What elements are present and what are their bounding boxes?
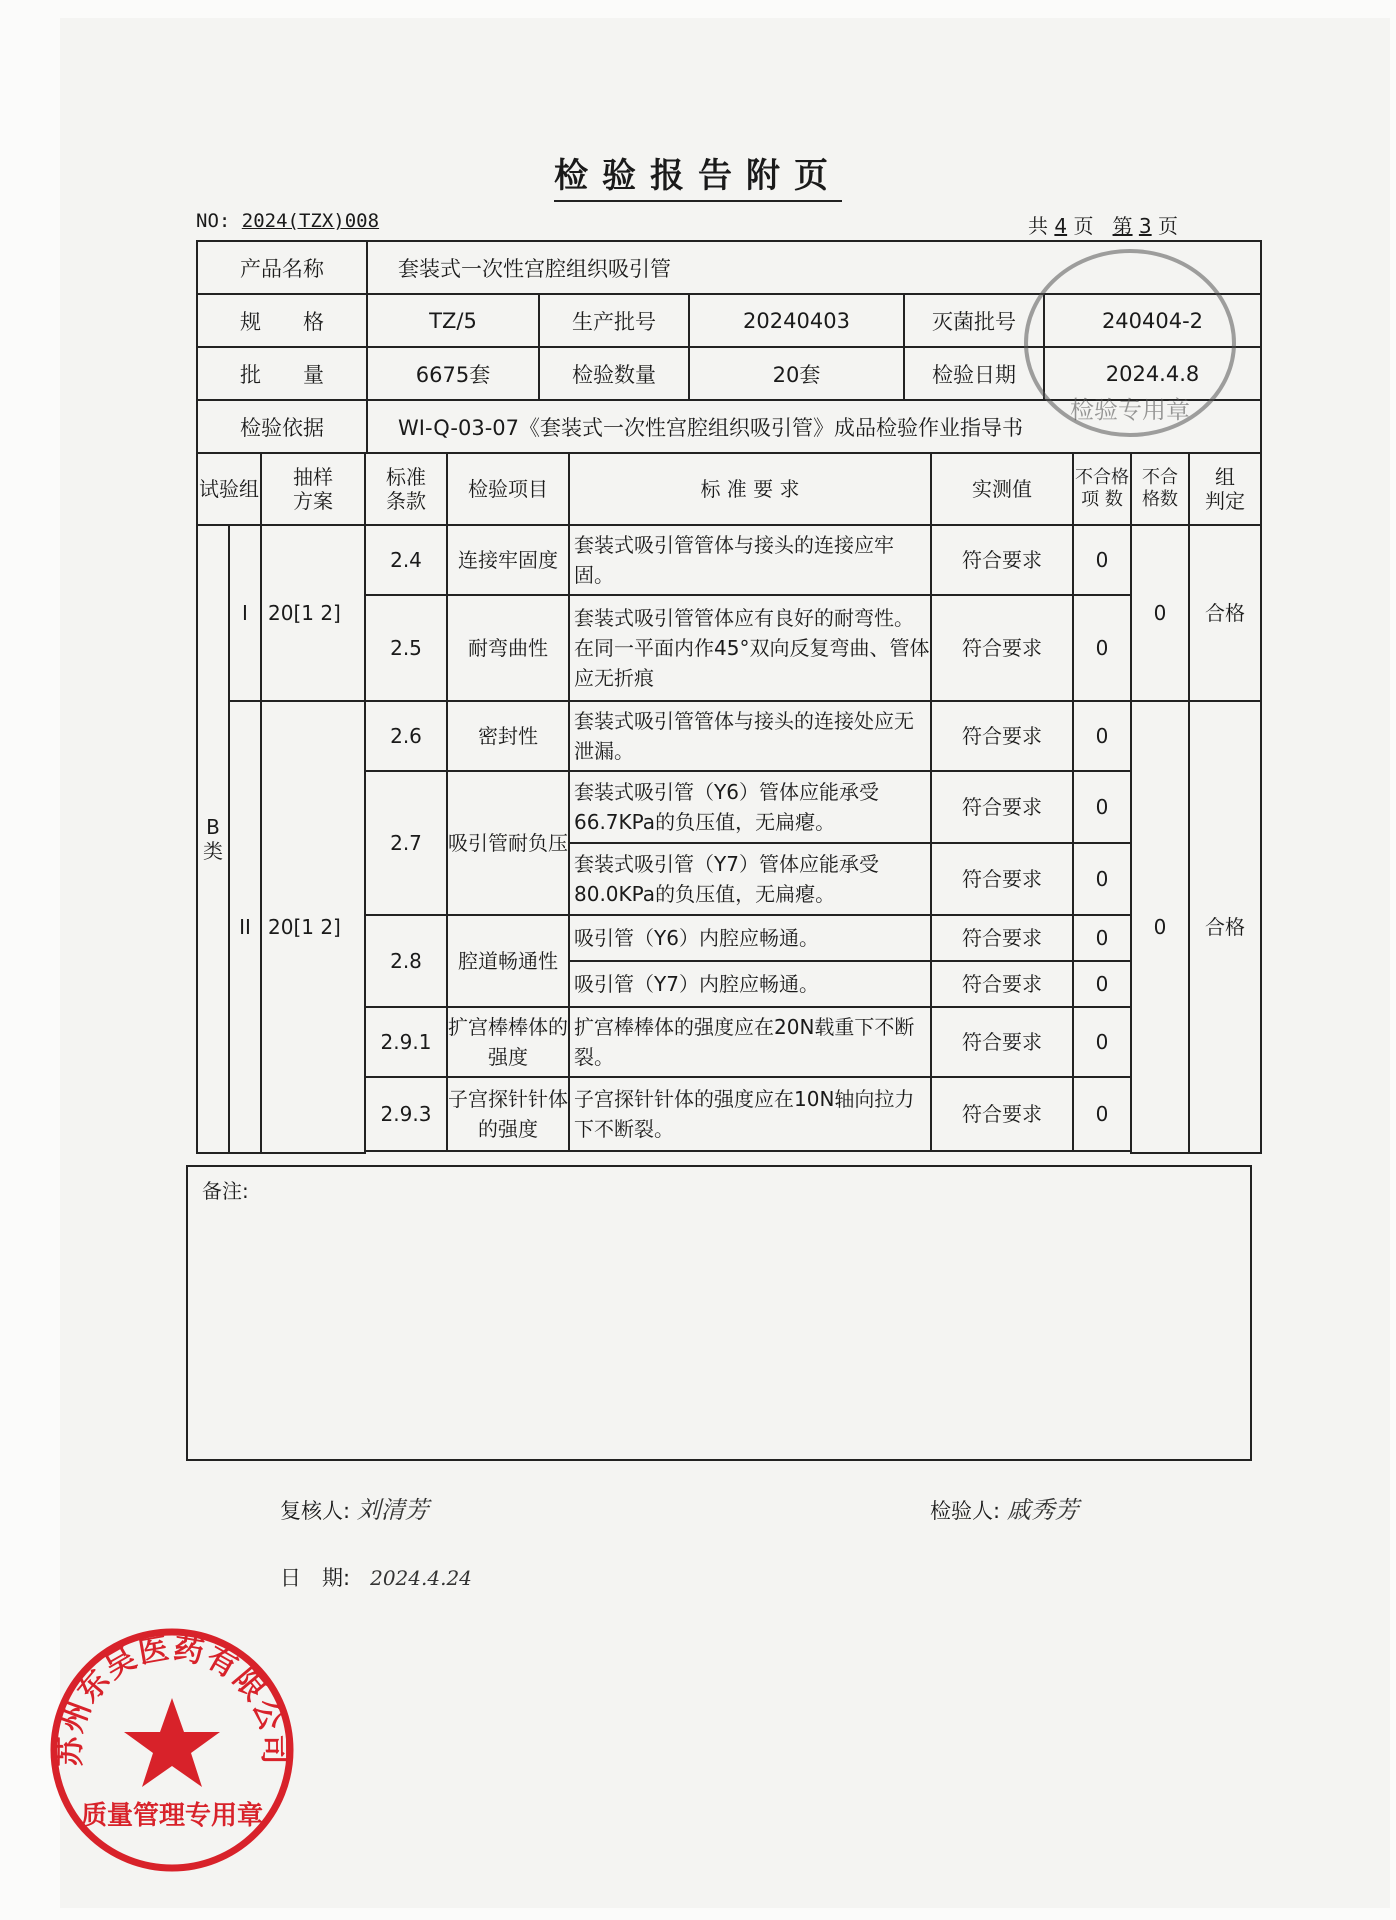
- clause: 2.4: [365, 525, 447, 595]
- date-label: 日 期:: [280, 1566, 351, 1590]
- nonconf: 0: [1073, 701, 1131, 771]
- table-row: [197, 525, 1261, 595]
- item: 吸引管耐负压: [447, 771, 569, 915]
- measured: 符合要求: [931, 961, 1073, 1007]
- table-row: [197, 701, 1261, 771]
- inspector-label: 检验人:: [930, 1499, 1001, 1523]
- group-id: I: [229, 525, 261, 701]
- report-number: NO: 2024(TZX)008: [196, 210, 380, 232]
- inspector-signature: 戚秀芳: [1006, 1496, 1079, 1524]
- nonconf: 0: [1073, 1007, 1131, 1077]
- product-name-label: 产品名称: [197, 241, 367, 294]
- group-nonconf-count: 0: [1131, 701, 1189, 1153]
- remarks-label: 备注:: [202, 1179, 249, 1203]
- seal-company-name: 苏州东吴医药有限公司: [52, 1630, 292, 1767]
- measured: 符合要求: [931, 915, 1073, 961]
- measured: 符合要求: [931, 1007, 1073, 1077]
- clause: 2.9.3: [365, 1077, 447, 1151]
- product-name: 套装式一次性宫腔组织吸引管: [367, 241, 1261, 294]
- reviewer-signature: 刘清芳: [356, 1496, 429, 1524]
- requirement: 套装式吸引管管体与接头的连接处应无泄漏。: [569, 701, 931, 771]
- col-nonconf-count: 不合 格数: [1131, 453, 1189, 525]
- basis-value: WI-Q-03-07《套装式一次性宫腔组织吸引管》成品检验作业指导书: [367, 400, 1261, 453]
- quantity-label: 批 量: [197, 347, 367, 400]
- group-id: II: [229, 701, 261, 1153]
- nonconf: 0: [1073, 843, 1131, 915]
- steril-batch-label: 灭菌批号: [904, 294, 1044, 347]
- steril-batch-value: 240404-2: [1044, 294, 1261, 347]
- page-title: 检验报告附页: [0, 148, 1396, 197]
- seal-star-icon: [124, 1698, 220, 1787]
- company-seal: [42, 1620, 302, 1880]
- col-item: 检验项目: [447, 453, 569, 525]
- nonconf: 0: [1073, 595, 1131, 701]
- remarks-box: [186, 1165, 1252, 1461]
- requirement: 扩宫棒棒体的强度应在20N载重下不断裂。: [569, 1007, 931, 1077]
- requirement: 套装式吸引管（Y6）管体应能承受66.7KPa的负压值，无扁瘪。: [569, 771, 931, 843]
- group-judgement: 合格: [1189, 701, 1261, 1153]
- inspection-stamp: [1010, 238, 1250, 448]
- group-nonconf-count: 0: [1131, 525, 1189, 701]
- reviewer: [280, 1490, 429, 1525]
- measured: 符合要求: [931, 771, 1073, 843]
- requirement: 吸引管（Y7）内腔应畅通。: [569, 961, 931, 1007]
- requirement: 套装式吸引管（Y7）管体应能承受80.0KPa的负压值，无扁瘪。: [569, 843, 931, 915]
- item: 密封性: [447, 701, 569, 771]
- requirement: 吸引管（Y6）内腔应畅通。: [569, 915, 931, 961]
- item: 子宫探针针体的强度: [447, 1077, 569, 1151]
- nonconf: 0: [1073, 1077, 1131, 1151]
- inspection-stamp-subtitle: 检验专用章: [1070, 396, 1190, 424]
- requirement: 套装式吸引管管体与接头的连接应牢固。: [569, 525, 931, 595]
- page-indicator: 共 4 页 第 3 页: [1028, 214, 1178, 238]
- item: 耐弯曲性: [447, 595, 569, 701]
- col-group: 试验组: [197, 453, 261, 525]
- clause: 2.9.1: [365, 1007, 447, 1077]
- col-plan: 抽样 方案: [261, 453, 365, 525]
- spec-value: TZ/5: [367, 294, 539, 347]
- date-value: 2024.4.24: [370, 1566, 472, 1590]
- col-clause: 标准 条款: [365, 453, 447, 525]
- sample-qty-label: 检验数量: [539, 347, 689, 400]
- item: 连接牢固度: [447, 525, 569, 595]
- clause: 2.7: [365, 771, 447, 915]
- clause: 2.8: [365, 915, 447, 1007]
- measured: 符合要求: [931, 701, 1073, 771]
- nonconf: 0: [1073, 915, 1131, 961]
- group-judgement: 合格: [1189, 525, 1261, 701]
- nonconf: 0: [1073, 961, 1131, 1007]
- item: 扩宫棒棒体的强度: [447, 1007, 569, 1077]
- col-judgement: 组 判定: [1189, 453, 1261, 525]
- measured: 符合要求: [931, 525, 1073, 595]
- sample-qty-value: 20套: [689, 347, 904, 400]
- basis-label: 检验依据: [197, 400, 367, 453]
- requirement: 子宫探针针体的强度应在10N轴向拉力下不断裂。: [569, 1077, 931, 1151]
- category-cell: B 类: [197, 525, 229, 1153]
- spec-label: 规 格: [197, 294, 367, 347]
- clause: 2.5: [365, 595, 447, 701]
- requirement: 套装式吸引管管体应有良好的耐弯性。在同一平面内作45°双向反复弯曲、管体应无折痕: [569, 595, 931, 701]
- date-line: [280, 1562, 472, 1592]
- batch-no-label: 生产批号: [539, 294, 689, 347]
- inspect-date-value: 2024.4.8: [1044, 347, 1261, 400]
- nonconf: 0: [1073, 525, 1131, 595]
- seal-subtitle: 质量管理专用章: [80, 1801, 264, 1831]
- inspect-date-label: 检验日期: [904, 347, 1044, 400]
- quantity-value: 6675套: [367, 347, 539, 400]
- group-plan: 20[1 2]: [261, 701, 365, 1153]
- group-plan: 20[1 2]: [261, 525, 365, 701]
- batch-no-value: 20240403: [689, 294, 904, 347]
- clause: 2.6: [365, 701, 447, 771]
- measured: 符合要求: [931, 1077, 1073, 1151]
- nonconf: 0: [1073, 771, 1131, 843]
- inspector: [930, 1490, 1079, 1525]
- reviewer-label: 复核人:: [280, 1499, 351, 1523]
- item: 腔道畅通性: [447, 915, 569, 1007]
- inspection-table: [196, 452, 1261, 1154]
- measured: 符合要求: [931, 595, 1073, 701]
- col-requirement: 标 准 要 求: [569, 453, 931, 525]
- col-nonconf-items: 不合格 项 数: [1073, 453, 1131, 525]
- col-measured: 实测值: [931, 453, 1073, 525]
- measured: 符合要求: [931, 843, 1073, 915]
